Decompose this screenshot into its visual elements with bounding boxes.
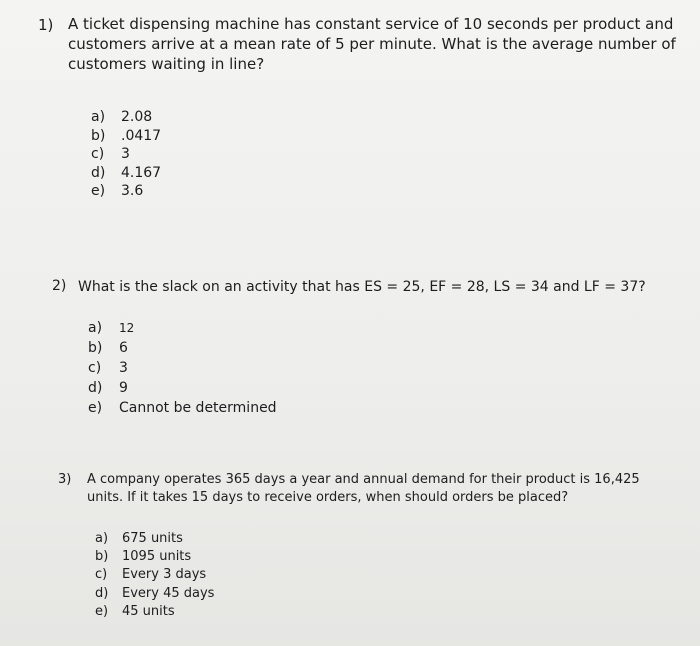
answer-option-b	[91, 127, 161, 146]
answer-option-a	[88, 318, 277, 338]
option-label: d)	[91, 164, 106, 181]
answer-option-b	[88, 338, 277, 358]
option-value: 45 units	[122, 603, 175, 619]
option-value: Every 45 days	[122, 585, 215, 601]
answer-option-c	[88, 358, 277, 378]
question-text: A company operates 365 days a year and annual demand for their product is 16,425 units. If it takes 15 days to receive orders, when should orders be placed?	[87, 472, 640, 505]
option-label: d)	[95, 585, 109, 601]
option-value: 675 units	[122, 531, 183, 546]
question-text: A ticket dispensing machine has constant service of 10 seconds per product and customers arrive at a mean rate of 5 per minute. What is the average number of customers waiting in line?	[68, 15, 676, 73]
option-value: 3	[119, 360, 128, 376]
answer-option-e	[95, 603, 214, 621]
answer-options	[95, 530, 214, 621]
option-label: e)	[95, 603, 109, 619]
question-2	[52, 277, 672, 416]
option-label: b)	[88, 340, 103, 356]
answer-option-d	[95, 585, 214, 603]
option-value: 12	[119, 321, 135, 335]
option-value: 9	[119, 380, 128, 396]
question-1	[38, 14, 678, 199]
question-text: What is the slack on an activity that has ES = 25, EF = 28, LS = 34 and LF = 37?	[78, 279, 646, 295]
answer-option-a	[95, 530, 214, 548]
answer-option-a	[91, 108, 161, 127]
option-label: e)	[88, 400, 103, 416]
option-value: .0417	[121, 127, 162, 144]
option-value: 4.167	[121, 164, 162, 181]
option-value: 3.6	[121, 183, 144, 199]
question-number: 2)	[52, 278, 67, 294]
answer-option-d	[91, 164, 161, 183]
answer-option-e	[91, 182, 161, 201]
option-label: a)	[88, 320, 103, 336]
option-label: c)	[91, 146, 105, 162]
option-label: a)	[91, 109, 106, 125]
answer-options	[91, 108, 161, 201]
option-label: a)	[95, 531, 109, 546]
answer-option-c	[95, 566, 214, 584]
option-label: c)	[95, 567, 108, 583]
option-label: b)	[91, 127, 106, 144]
option-value: 2.08	[121, 109, 153, 125]
answer-option-e	[88, 398, 277, 418]
option-value: Cannot be determined	[119, 400, 277, 416]
option-value: 3	[121, 146, 130, 162]
answer-option-d	[88, 378, 277, 398]
option-label: c)	[88, 360, 102, 376]
answer-options	[88, 318, 277, 418]
answer-option-b	[95, 548, 214, 566]
answer-option-c	[91, 145, 161, 164]
option-label: b)	[95, 549, 109, 565]
option-label: d)	[88, 380, 103, 396]
option-value: 6	[119, 340, 128, 356]
option-label: e)	[91, 183, 106, 199]
question-number: 3)	[58, 472, 72, 487]
question-3	[58, 471, 668, 619]
option-value: Every 3 days	[122, 567, 207, 583]
option-value: 1095 units	[122, 549, 192, 565]
question-number: 1)	[38, 16, 54, 34]
